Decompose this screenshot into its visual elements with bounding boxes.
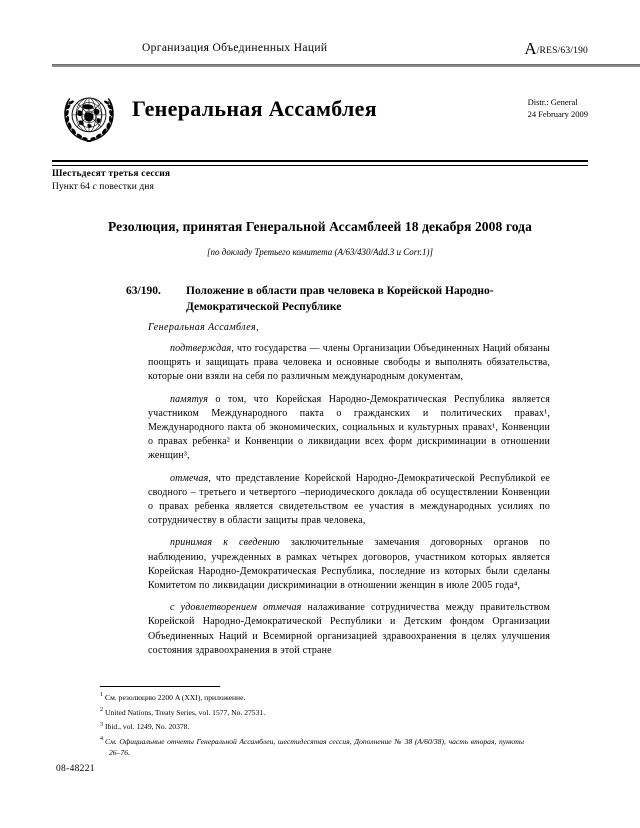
- resolution-number: 63/190.: [126, 285, 161, 297]
- footnote-number: 3: [100, 721, 103, 728]
- preambular-paragraph: [148, 601, 550, 658]
- resolution-heading: [128, 284, 580, 315]
- paragraph-text: о том, что Корейская Народно-Демократическая Республика является участником Международного пакта о гражданских и политических правах¹, Международного пакта об экономических, социальных и культурных правах¹, Конвенции о правах ребенка² и Конвенции о ликвидации всех форм дискриминации в отношении женщин³,: [148, 393, 550, 462]
- paragraph-lead: подтверждая: [170, 343, 232, 354]
- masthead: [52, 88, 588, 150]
- preambular-paragraph: [148, 536, 550, 593]
- footnote: [100, 692, 524, 704]
- session-name: Шестьдесят третья сессия: [52, 169, 171, 179]
- paragraph-text: налаживание сотрудничества между правительством Корейской Народно-Демократической Республики и Детским фондом Организации Объединенных Наций и Всемирной организацией здравоохранения в целях улучшения состояния здравоохранения в этой стране: [148, 602, 550, 656]
- footnote-text: United Nations, Treaty Series, vol. 1577, No. 27531.: [105, 707, 266, 717]
- un-emblem-icon: [60, 90, 118, 142]
- body-title: Генеральная Ассамблея: [132, 96, 377, 121]
- document-symbol-number: /RES/63/190: [536, 46, 588, 56]
- footnote-number: 1: [100, 692, 103, 699]
- footnote-number: 4: [100, 736, 103, 743]
- session-block: [52, 168, 170, 194]
- session-rule: [52, 160, 588, 166]
- footnote-text: См. Официальные отчеты Генеральной Ассамблеи, шестидесятая сессия, Дополнение № 38 (A/60/38), часть вторая, пункты 26–76.: [105, 736, 524, 758]
- document-symbol-letter: A: [524, 39, 537, 58]
- preamble-lead: Генеральная Ассамблея,: [148, 322, 259, 333]
- agenda-item-prefix: Пункт 64: [52, 182, 93, 192]
- job-code: 08-48221: [56, 764, 95, 774]
- footnote-number: 2: [100, 707, 103, 714]
- footnote-text: Ibid., vol. 1249, No. 20378.: [105, 722, 190, 732]
- distribution-type: Distr.: General: [527, 97, 578, 107]
- resolution-source: [по докладу Третьего комитета (A/63/430/Add.3 и Corr.1)]: [207, 247, 433, 257]
- footnote: [100, 707, 524, 719]
- organization-name: Организация Объединенных Наций: [142, 42, 328, 54]
- document-symbol: [524, 39, 588, 59]
- distribution-block: [528, 96, 588, 120]
- footnote-text: См. резолюцию 2200 A (XXI), приложение.: [105, 693, 246, 702]
- paragraph-lead: с удовлетворением отмечая: [170, 602, 302, 614]
- paragraph-lead: отмечая: [170, 472, 209, 484]
- preambular-paragraph: [148, 393, 550, 464]
- preambular-paragraph: [148, 342, 550, 385]
- running-head: [52, 39, 588, 62]
- resolution-body: [148, 322, 550, 666]
- footnotes: [100, 692, 524, 762]
- footnote: [100, 721, 524, 733]
- preambular-paragraph: [148, 472, 550, 529]
- document-date: 24 February 2009: [527, 109, 588, 119]
- resolution-title: Резолюция, принятая Генеральной Ассамблеей 18 декабря 2008 года: [108, 219, 532, 234]
- footnote: [100, 736, 524, 759]
- paragraph-text: , что представление Корейской Народно-Демократической Республикой ее сводного – третьего и четвертого –периодического доклада об осуществлении Конвенции о правах ребенка является свидетельством ее участия в международных усилиях по сотрудничеству в области защиты прав человека,: [148, 472, 550, 527]
- agenda-item-suffix: повестки дня: [96, 182, 154, 192]
- resolution-heading-text: Положение в области прав человека в Корейской Народно-Демократической Республике: [186, 285, 494, 313]
- agenda-item: [52, 181, 170, 194]
- paragraph-lead: принимая к сведению: [170, 537, 280, 549]
- footnote-separator: [100, 686, 220, 687]
- paragraph-text: , что государства — члены Организации Объединенных Наций обязаны поощрять и защищать права человека и основные свободы и выполнять обязательства, которые они взяли на себя по различным международным документам,: [148, 343, 550, 383]
- agenda-item-letter: c: [92, 182, 97, 192]
- paragraph-text: заключительные замечания договорных органов по наблюдению, учрежденных в рамках четырех договоров, участником которых является Корейская Народно-Демократическая Республика, последние из которых были сделаны Комитетом по ликвидации дискриминации в отношении женщин в июле 2005 года⁴,: [148, 537, 550, 592]
- paragraph-lead: памятуя: [170, 393, 208, 405]
- header-rule: [52, 64, 640, 67]
